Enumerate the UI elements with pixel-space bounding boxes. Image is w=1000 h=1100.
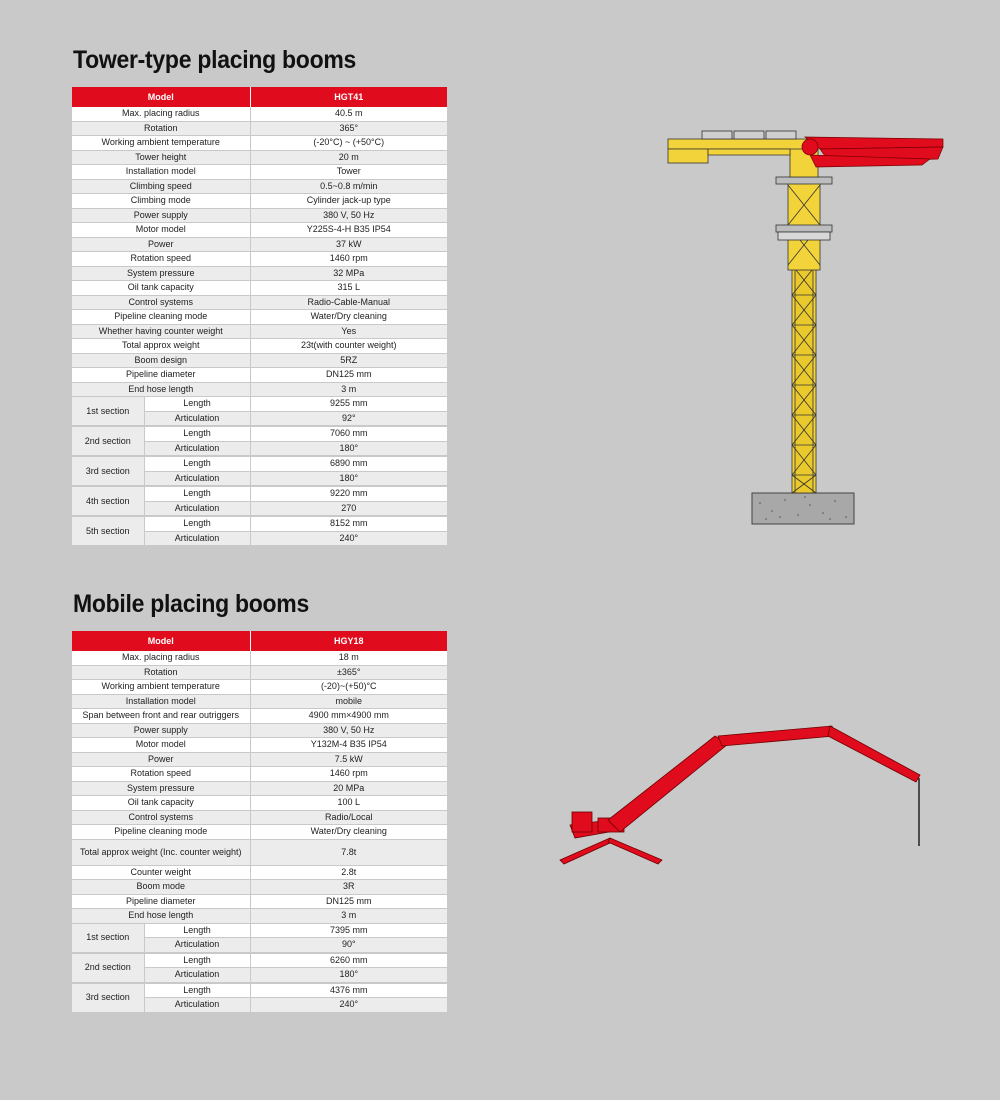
spec-label: Counter weight [72, 865, 250, 880]
table-row [72, 839, 447, 865]
section-length-label: Length [144, 427, 250, 441]
section-length-label: Length [144, 517, 250, 531]
section-name: 5th section [72, 517, 144, 546]
spec-label: Whether having counter weight [72, 324, 250, 339]
spec-label: Total approx weight (Inc. counter weight) [72, 839, 250, 865]
table-row [72, 880, 447, 895]
spec-label: Pipeline cleaning mode [72, 825, 250, 840]
spec-value: 1460 rpm [250, 252, 447, 267]
spec-label: Rotation [72, 665, 250, 680]
section-articulation-label: Articulation [144, 938, 250, 953]
spec-label: Rotation speed [72, 252, 250, 267]
table-row [72, 339, 447, 354]
spec-label: Power supply [72, 208, 250, 223]
spec-label: Climbing speed [72, 179, 250, 194]
section-length-label: Length [144, 397, 250, 411]
spec-value: Water/Dry cleaning [250, 310, 447, 325]
spec-value: 3 m [250, 909, 447, 924]
section-length-value: 6890 mm [250, 457, 447, 471]
table-row [72, 680, 447, 695]
table-header-label: Model [72, 87, 250, 107]
spec-value: 32 MPa [250, 266, 447, 281]
section-articulation-label: Articulation [144, 411, 250, 426]
spec-label: Span between front and rear outriggers [72, 709, 250, 724]
section-length-value: 6260 mm [250, 954, 447, 968]
spec-value: 20 m [250, 150, 447, 165]
spec-label: Power supply [72, 723, 250, 738]
spec-label: Boom design [72, 353, 250, 368]
section-articulation-value: 180° [250, 441, 447, 456]
table-row [72, 295, 447, 310]
spec-label: System pressure [72, 266, 250, 281]
section-length-label: Length [144, 924, 250, 938]
section-length-value: 7060 mm [250, 427, 447, 441]
section-row [72, 457, 447, 487]
spec-value: 23t(with counter weight) [250, 339, 447, 354]
section-length-label: Length [144, 954, 250, 968]
spec-value: 0.5~0.8 m/min [250, 179, 447, 194]
section-articulation-value: 240° [250, 998, 447, 1013]
spec-label: Rotation [72, 121, 250, 136]
section-length-label: Length [144, 487, 250, 501]
section-row [72, 487, 447, 517]
section-articulation-label: Articulation [144, 441, 250, 456]
table-row [72, 136, 447, 151]
table-row [72, 165, 447, 180]
spec-label: Motor model [72, 738, 250, 753]
spec-label: Power [72, 237, 250, 252]
spec-value: 18 m [250, 651, 447, 665]
spec-value: Tower [250, 165, 447, 180]
section-articulation-value: 92° [250, 411, 447, 426]
table-row [72, 223, 447, 238]
slewing-head [668, 131, 818, 177]
section-length-label: Length [144, 457, 250, 471]
section-articulation-value: 180° [250, 968, 447, 983]
section-length-value: 4376 mm [250, 984, 447, 998]
spec-value: Water/Dry cleaning [250, 825, 447, 840]
climbing-frame [776, 177, 832, 270]
section-articulation-value: 270 [250, 501, 447, 516]
table-row [72, 121, 447, 136]
table-header-model: HGT41 [250, 87, 447, 107]
spec-value: 37 kW [250, 237, 447, 252]
spec-value: 4900 mm×4900 mm [250, 709, 447, 724]
spec-value: DN125 mm [250, 368, 447, 383]
table-row [72, 150, 447, 165]
table-header-label: Model [72, 631, 250, 651]
spec-label: Pipeline diameter [72, 368, 250, 383]
spec-value: Cylinder jack-up type [250, 194, 447, 209]
section-articulation-label: Articulation [144, 968, 250, 983]
spec-value: Radio-Cable-Manual [250, 295, 447, 310]
table-row [72, 810, 447, 825]
spec-label: Oil tank capacity [72, 796, 250, 811]
red-boom [802, 137, 943, 167]
table-row [72, 252, 447, 267]
table-row [72, 651, 447, 665]
section-articulation-label: Articulation [144, 531, 250, 546]
section-articulation-label: Articulation [144, 501, 250, 516]
table-row [72, 324, 447, 339]
table-row [72, 865, 447, 880]
spec-value: Radio/Local [250, 810, 447, 825]
spec-value: 1460 rpm [250, 767, 447, 782]
spec-value: 380 V, 50 Hz [250, 208, 447, 223]
spec-label: Working ambient temperature [72, 136, 250, 151]
table-row [72, 709, 447, 724]
table-row [72, 310, 447, 325]
spec-value: (-20)~(+50)°C [250, 680, 447, 695]
spec-value: mobile [250, 694, 447, 709]
spec-label: Working ambient temperature [72, 680, 250, 695]
section-row [72, 397, 447, 427]
section-length-value: 7395 mm [250, 924, 447, 938]
section-name: 1st section [72, 924, 144, 953]
spec-label: Installation model [72, 694, 250, 709]
section-row [72, 953, 447, 983]
spec-label: Installation model [72, 165, 250, 180]
spec-value: Y225S-4-H B35 IP54 [250, 223, 447, 238]
spec-value: 40.5 m [250, 107, 447, 121]
spec-label: End hose length [72, 909, 250, 924]
spec-value: 3R [250, 880, 447, 895]
spec-label: Max. placing radius [72, 107, 250, 121]
table-row [72, 382, 447, 397]
spec-label: Pipeline diameter [72, 894, 250, 909]
concrete-foundation [752, 493, 854, 524]
table-row [72, 767, 447, 782]
spec-label: Rotation speed [72, 767, 250, 782]
section-name: 1st section [72, 397, 144, 426]
section-articulation-value: 90° [250, 938, 447, 953]
spec-label: Power [72, 752, 250, 767]
spec-value: 7.5 kW [250, 752, 447, 767]
table-row [72, 237, 447, 252]
spec-value: (-20°C) ~ (+50°C) [250, 136, 447, 151]
table-row [72, 107, 447, 121]
spec-label: Pipeline cleaning mode [72, 310, 250, 325]
table-row [72, 796, 447, 811]
spec-value: 7.8t [250, 839, 447, 865]
section-name: 3rd section [72, 984, 144, 1013]
red-boom-arms [560, 726, 920, 864]
section-articulation-label: Articulation [144, 998, 250, 1013]
spec-label: Total approx weight [72, 339, 250, 354]
section-name: 4th section [72, 487, 144, 516]
spec-label: Control systems [72, 810, 250, 825]
section-name: 2nd section [72, 954, 144, 983]
table-row [72, 665, 447, 680]
spec-value: 380 V, 50 Hz [250, 723, 447, 738]
spec-value: DN125 mm [250, 894, 447, 909]
table-row [72, 266, 447, 281]
spec-value: 2.8t [250, 865, 447, 880]
spec-label: Boom mode [72, 880, 250, 895]
spec-value: 3 m [250, 382, 447, 397]
spec-label: Oil tank capacity [72, 281, 250, 296]
table-header-model: HGY18 [250, 631, 447, 651]
spec-value: 5RZ [250, 353, 447, 368]
tower-section-title: Tower-type placing booms [73, 46, 357, 74]
table-row [72, 909, 447, 924]
section-articulation-value: 240° [250, 531, 447, 546]
section-row [72, 923, 447, 953]
spec-label: Tower height [72, 150, 250, 165]
lattice-tower [792, 265, 816, 493]
table-row [72, 353, 447, 368]
spec-value: 365° [250, 121, 447, 136]
section-length-value: 8152 mm [250, 517, 447, 531]
table-row [72, 825, 447, 840]
table-row [72, 179, 447, 194]
section-length-value: 9220 mm [250, 487, 447, 501]
table-row [72, 752, 447, 767]
table-row [72, 368, 447, 383]
spec-value: 20 MPa [250, 781, 447, 796]
tower-spec-table [72, 87, 447, 547]
table-row [72, 194, 447, 209]
spec-value: Yes [250, 324, 447, 339]
spec-value: 315 L [250, 281, 447, 296]
spec-label: Motor model [72, 223, 250, 238]
section-articulation-value: 180° [250, 471, 447, 486]
table-row [72, 723, 447, 738]
section-length-label: Length [144, 984, 250, 998]
table-row [72, 781, 447, 796]
spec-value: Y132M-4 B35 IP54 [250, 738, 447, 753]
spec-value: 100 L [250, 796, 447, 811]
table-row [72, 738, 447, 753]
table-row [72, 694, 447, 709]
section-name: 2nd section [72, 427, 144, 456]
section-length-value: 9255 mm [250, 397, 447, 411]
mobile-spec-table [72, 631, 447, 1014]
section-name: 3rd section [72, 457, 144, 486]
table-row [72, 208, 447, 223]
mobile-placing-boom-illustration [550, 720, 930, 870]
spec-label: System pressure [72, 781, 250, 796]
spec-value: ±365° [250, 665, 447, 680]
table-row [72, 894, 447, 909]
spec-label: End hose length [72, 382, 250, 397]
section-articulation-label: Articulation [144, 471, 250, 486]
spec-label: Max. placing radius [72, 651, 250, 665]
section-row [72, 517, 447, 547]
spec-label: Control systems [72, 295, 250, 310]
tower-placing-boom-illustration [660, 125, 950, 530]
mobile-section-title: Mobile placing booms [73, 590, 309, 618]
spec-label: Climbing mode [72, 194, 250, 209]
table-row [72, 281, 447, 296]
section-row [72, 427, 447, 457]
section-row [72, 983, 447, 1013]
